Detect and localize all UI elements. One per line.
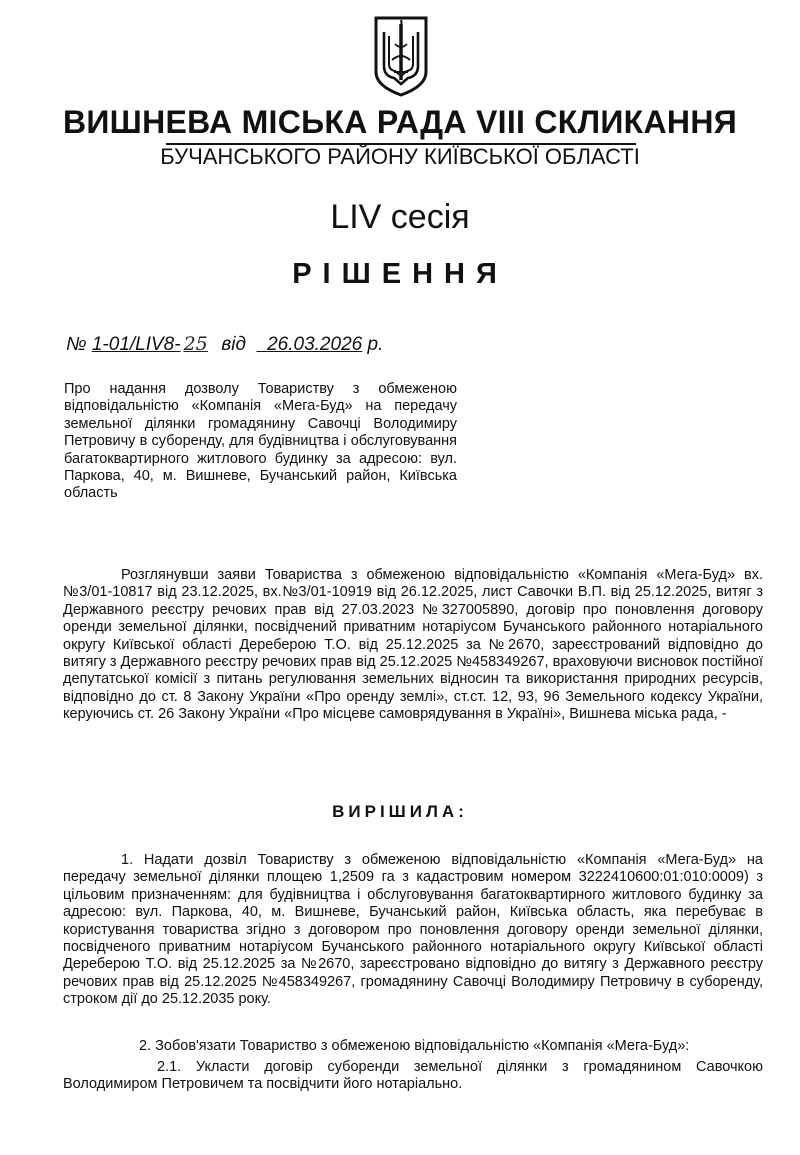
document-type: РІШЕННЯ xyxy=(292,258,508,290)
resolution-item-1: 1. Надати дозвіл Товариству з обмеженою відповідальністю «Компанія «Мега-Буд» на передачу земельної ділянки площею 1,2509 га з кадастровим номером 3222410600:01:010:0009) з цільовим призначенням: для будівництва і обслуговування багатоквартирного житлового будинку за адресою: вул. Паркова, 40, м. Вишневе, Бучанський район, Київська область, яка перебуває в користування товариства згідно з договором про поновлення договору оренди земельної ділянки, посвідченого приватним нотаріусом Бучанського районного нотаріального округу Київської області Дереберою Т.О. від 25.12.2025 за №2670, зареєстровано відповідно до витягу з Державного реєстру речових прав від 25.12.2025 №458349267, громадянину Савочці Володимиру Петровичу в суборенду, строком дії до 25.12.2035 року. xyxy=(63,852,763,1008)
resolution-item-2: 2. Зобов'язати Товариство з обмеженою відповідальністю «Компанія «Мега-Буд»: xyxy=(139,1038,690,1054)
date-label: від xyxy=(221,334,246,355)
decision-number-printed: 1-01/LIV8- xyxy=(91,334,181,355)
date-suffix: р. xyxy=(367,334,384,355)
session-title: LIV сесія xyxy=(330,198,470,236)
resolved-heading: ВИРІШИЛА: xyxy=(332,802,468,821)
preamble-paragraph: Розглянувши заяви Товариства з обмеженою відповідальністю «Компанія «Мега-Буд» вх.№3/01-10817 від 23.12.2025, вх.№3/01-10919 від 26.12.2025, лист Савочки В.П. від 25.12.2025, витяг з Державного реєстру речових прав від 27.03.2023 №327005890, договір про поновлення договору оренди земельної ділянки, посвідчений приватним нотаріусом Бучанського районного нотаріального округу Київської області Дереберою Т.О. від 25.12.2025 за №2670, зареєстрований відповідно до витягу з Державного реєстру речових прав від 25.12.2025 №458349267, враховуючи висновок постійної депутатської комісії з питань регулювання земельних відносин та використання природних ресурсів, відповідно до ст. 8 Закону України «Про оренду землі», ст.ст. 12, 93, 96 Земельного кодексу України, керуючись ст. 26 Закону України «Про місцеве самоврядування в Україні», Вишнева міська рада, - xyxy=(63,567,763,723)
number-prefix: № xyxy=(66,334,87,355)
decision-date-value: 26.03.2026 xyxy=(267,334,363,355)
decision-subject: Про надання дозволу Товариству з обмеженою відповідальністю «Компанія «Мега-Буд» на передачу земельної ділянки громадянину Савочці Володимиру Петровичу в суборенду, для будівництва і обслуговування багатоквартирного житлового будинку за адресою: вул. Паркова, 40, м. Вишневе, Бучанський район, Київська область xyxy=(64,381,457,502)
decision-number-line xyxy=(66,333,383,356)
decision-number-handwritten: 25 xyxy=(183,333,208,355)
council-region: БУЧАНСЬКОГО РАЙОНУ КИЇВСЬКОЇ ОБЛАСТІ xyxy=(160,144,640,169)
council-name: ВИШНЕВА МІСЬКА РАДА VIII СКЛИКАННЯ xyxy=(62,104,738,140)
decision-date xyxy=(257,334,363,355)
decision-number xyxy=(92,334,211,355)
coat-of-arms-icon xyxy=(372,14,430,98)
resolution-item-2-1: 2.1. Укласти договір суборенди земельної ділянки з громадянином Савочкою Володимиром Петровичем та посвідчити його нотаріально. xyxy=(63,1059,763,1093)
